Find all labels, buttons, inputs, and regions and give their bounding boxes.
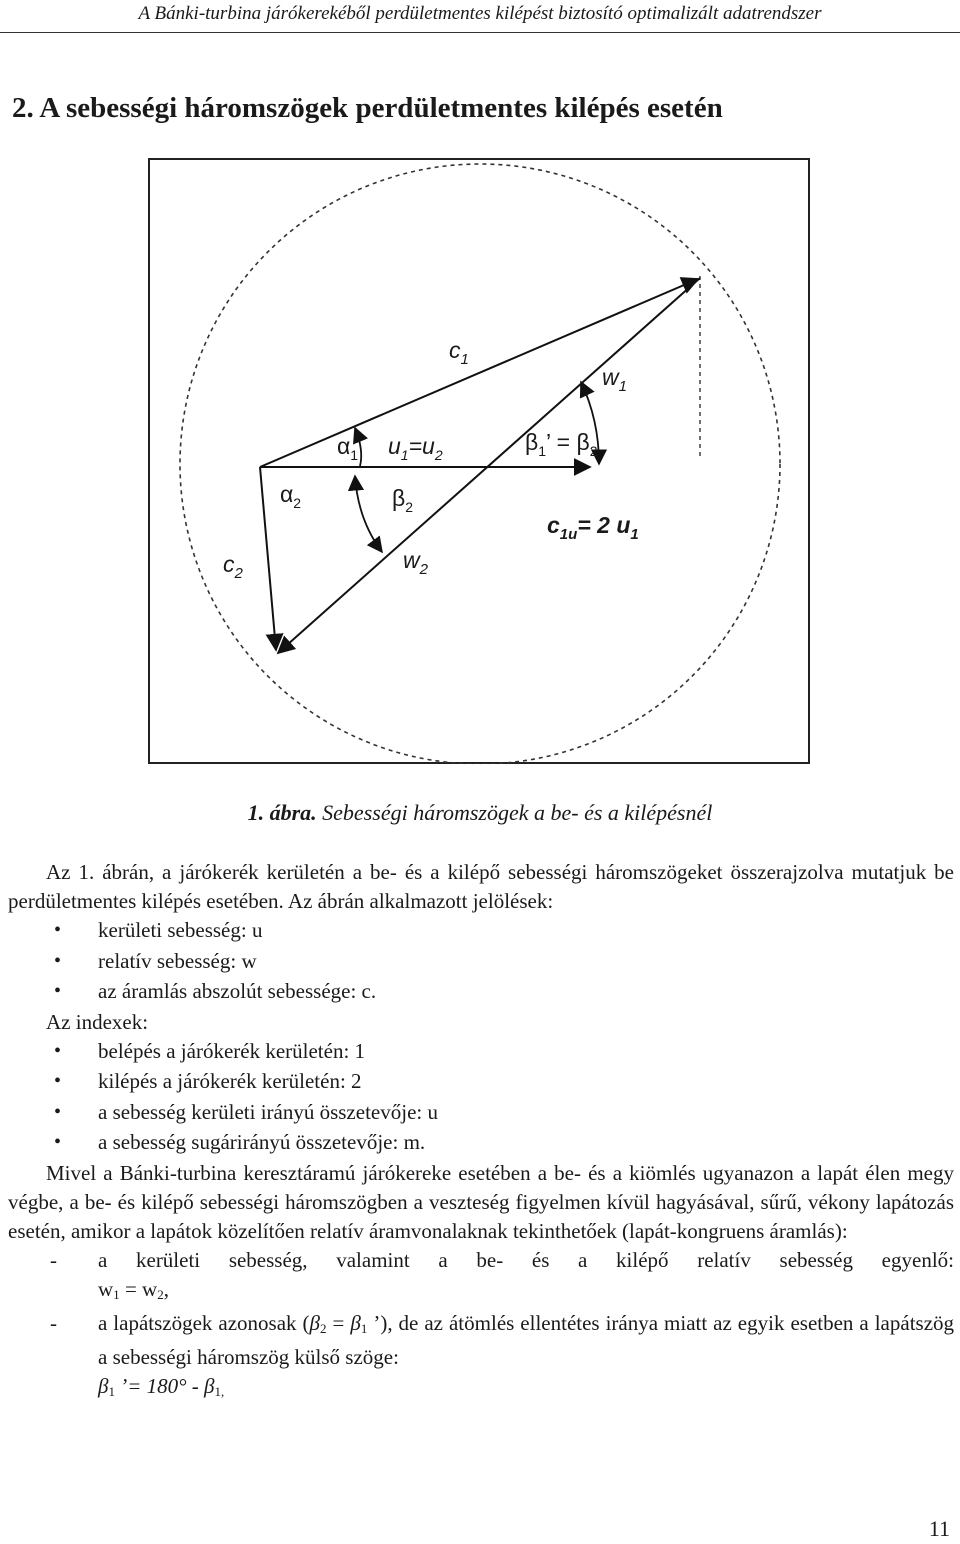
section-title: 2. A sebességi háromszögek perdületmentes kilépés esetén (12, 92, 723, 124)
beta2-arc (355, 476, 382, 552)
list-item: • az áramlás abszolút sebessége: c. (8, 977, 954, 1008)
c2-vector (260, 467, 276, 650)
list-item: • a sebesség kerületi irányú összetevője: u (8, 1098, 954, 1129)
c1-vector (260, 279, 698, 467)
figure (148, 158, 810, 764)
indices-list (8, 1037, 954, 1159)
wheel-circle (180, 164, 780, 764)
list-item: • relatív sebesség: w (8, 947, 954, 978)
label-u1-u2: $u_1=u_2$ (388, 433, 443, 463)
label-beta2: $\beta_2$ (392, 485, 414, 515)
indices-heading: Az indexek: (46, 1009, 149, 1034)
intro-paragraph: Az 1. ábrán, a járókerék kerületén a be- és a kilépő sebességi háromszögeket összerajzolva mutatjuk be perdületmentes kilépés esetében. Az ábrán alkalmazott jelölések: (8, 860, 954, 913)
list-item: • belépés a járókerék kerületén: 1 (8, 1037, 954, 1068)
label-w1: $w_1$ (602, 364, 627, 395)
dash-marker: - (50, 1310, 57, 1335)
list-item: • kerületi sebesség: u (8, 916, 954, 947)
label-c1u: $c_{1u}= 2$ $u_1$ (547, 512, 639, 543)
item1-text: a kerületi sebesség, valamint a be- és a kilépő relatív sebesség egyenlő: (98, 1247, 954, 1272)
velocity-triangle-diagram (150, 160, 810, 764)
item2-formula: $\beta_1$ ’= $180^\circ - \beta_{1,}$ (98, 1373, 225, 1399)
dash-marker: - (50, 1247, 57, 1272)
notation-list (8, 916, 954, 1008)
running-title: A Bánki-turbina járókerekéből perdületmentes kilépést biztosító optimalizált adatrendszer (138, 3, 822, 24)
label-alpha1: $\alpha_1$ (337, 433, 359, 463)
label-c2: $c_2$ (223, 551, 243, 582)
figure-caption (0, 800, 960, 826)
caption-text: Sebességi háromszögek a be- és a kilépésnél (322, 800, 713, 825)
caption-number: 1. ábra. (247, 800, 317, 825)
dash-item-1 (8, 1246, 954, 1309)
list-item: • a sebesség sugárirányú összetevője: m. (8, 1128, 954, 1159)
page-number: 11 (928, 1516, 950, 1541)
list-item: • kilépés a járókerék kerületén: 2 (8, 1067, 954, 1098)
label-alpha2: $\alpha_2$ (280, 481, 302, 511)
body-text (8, 858, 954, 1406)
dash-item-2 (8, 1309, 954, 1406)
label-beta1-prime: $\beta_1$’ = $\beta_2$ (525, 429, 598, 459)
label-w2: $w_2$ (403, 547, 428, 578)
main-paragraph: Mivel a Bánki-turbina keresztáramú járókereke esetében a be- és a kiömlés ugyanazon a lapát élen megy végbe, a be- és kilépő sebességi háromszögben a veszteség figyelmen kívül hagyásával, sűrű, vékony lapátozás esetén, amikor a lapátok közelítően relatív áramvonalaknak tekinthetőek (lapát-kongruens áramlás): (8, 1160, 954, 1243)
running-header (0, 0, 960, 33)
w1-w2-line (278, 278, 700, 653)
label-c1: $c_1$ (449, 337, 469, 368)
item1-formula: $w_1 = w_2$, (98, 1276, 169, 1302)
item2-text: a lapátszögek azonosak ($\beta_2 = \beta_1$ ’), de az átömlés ellentétes iránya miatt az egyik esetben a lapátszög a sebességi háromszög külső szöge: (98, 1310, 955, 1369)
